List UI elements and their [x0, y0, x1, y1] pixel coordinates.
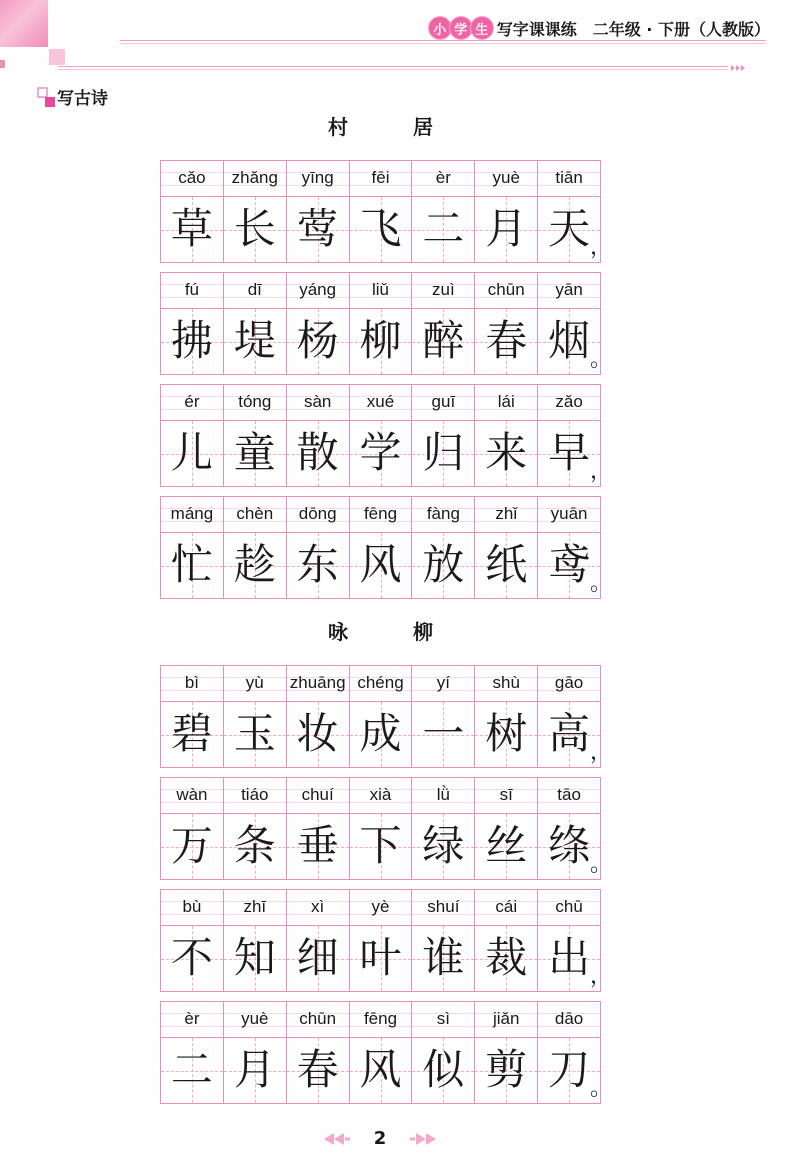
pinyin-cell: lǜ — [412, 778, 475, 813]
poem-line-grid — [160, 777, 613, 880]
tianzige-cell — [161, 926, 224, 991]
hanzi-character: 绿 — [422, 821, 465, 870]
pink-squares-icon — [37, 87, 57, 109]
poem-lines — [160, 665, 613, 1104]
tianzige-cell — [224, 814, 287, 879]
tianzige-cell — [412, 814, 475, 879]
pinyin-cell: liǔ — [350, 273, 413, 308]
tianzige-cell — [287, 309, 350, 374]
poem-line-grid — [160, 160, 613, 263]
hanzi-character: 来 — [485, 428, 528, 477]
pinyin-cell: yān — [555, 280, 583, 299]
brand-char: 生 — [471, 17, 493, 39]
double-left-arrow-icon — [324, 1132, 350, 1146]
tianzige-cell — [287, 1038, 350, 1103]
hanzi-character: 月 — [233, 1045, 276, 1094]
tianzige-cell — [161, 702, 224, 767]
punctuation-mark: ， — [590, 964, 613, 989]
hanzi-character: 不 — [170, 933, 213, 982]
pinyin-cell: xì — [287, 890, 350, 925]
header-divider — [120, 40, 766, 44]
pinyin-cell: cái — [475, 890, 538, 925]
pinyin-cell: yuè — [475, 161, 538, 196]
hanzi-character: 裁 — [485, 933, 528, 982]
hanzi-character: 杨 — [296, 316, 339, 365]
pinyin-row — [160, 1001, 601, 1038]
tianzige-cell — [412, 702, 475, 767]
pinyin-cell: chéng — [350, 666, 413, 701]
tianzige-cell — [287, 421, 350, 486]
hanzi-character: 草 — [170, 204, 213, 253]
pinyin-cell: jiǎn — [475, 1002, 538, 1037]
tianzige-cell — [350, 421, 413, 486]
pinyin-cell: yuān — [550, 504, 588, 523]
poem-line-grid — [160, 665, 613, 768]
hanzi-character: 长 — [233, 204, 276, 253]
tianzige-cell — [475, 814, 538, 879]
pinyin-row — [160, 665, 601, 702]
pinyin-cell: yù — [224, 666, 287, 701]
character-row — [160, 309, 601, 375]
character-row — [160, 1038, 601, 1104]
header-title-bar — [430, 16, 770, 40]
pinyin-cell: dōng — [287, 497, 350, 532]
hanzi-character: 月 — [485, 204, 528, 253]
tianzige-cell — [287, 814, 350, 879]
brand-logo — [430, 17, 493, 39]
pinyin-cell: tāo — [557, 785, 581, 804]
small-square-decoration — [49, 49, 65, 65]
hanzi-character: 成 — [359, 709, 402, 758]
pinyin-cell: fú — [161, 273, 224, 308]
pinyin-cell: chuí — [287, 778, 350, 813]
tianzige-cell — [350, 926, 413, 991]
pinyin-row — [160, 160, 601, 197]
tianzige-cell — [161, 533, 224, 598]
hanzi-character: 出 — [548, 933, 591, 982]
pinyin-cell: cǎo — [161, 161, 224, 196]
pinyin-cell: yí — [412, 666, 475, 701]
pink-square-decoration — [0, 0, 48, 47]
pinyin-cell: gāo — [554, 673, 584, 692]
tianzige-cell — [224, 926, 287, 991]
character-row — [160, 197, 601, 263]
hanzi-character: 忙 — [170, 540, 213, 589]
pinyin-cell: wàn — [161, 778, 224, 813]
character-row — [160, 702, 601, 768]
poem-line-grid — [160, 889, 613, 992]
hanzi-character: 丝 — [485, 821, 528, 870]
tianzige-cell — [475, 702, 538, 767]
hanzi-character: 天 — [548, 204, 591, 253]
tianzige-cell — [161, 421, 224, 486]
pinyin-cell: bì — [161, 666, 224, 701]
pinyin-cell: zhǎng — [224, 161, 287, 196]
pinyin-cell: máng — [161, 497, 224, 532]
hanzi-character: 春 — [296, 1045, 339, 1094]
tianzige-cell — [350, 814, 413, 879]
pinyin-cell: chūn — [287, 1002, 350, 1037]
pinyin-cell: ér — [161, 385, 224, 420]
hanzi-character: 东 — [296, 540, 339, 589]
pinyin-row — [160, 384, 601, 421]
character-row — [160, 533, 601, 599]
pinyin-cell: lái — [475, 385, 538, 420]
tianzige-cell — [287, 926, 350, 991]
hanzi-character: 玉 — [233, 709, 276, 758]
tianzige-cell — [287, 533, 350, 598]
pinyin-cell: dāo — [554, 1009, 584, 1028]
pinyin-cell: chèn — [224, 497, 287, 532]
hanzi-character: 童 — [233, 428, 276, 477]
poem — [160, 108, 613, 608]
hanzi-character: 散 — [296, 428, 339, 477]
hanzi-character: 春 — [485, 316, 528, 365]
hanzi-character: 风 — [359, 540, 402, 589]
pinyin-cell: dī — [224, 273, 287, 308]
hanzi-character: 早 — [548, 428, 591, 477]
character-row — [160, 814, 601, 880]
pinyin-cell: chūn — [475, 273, 538, 308]
pinyin-cell: tóng — [224, 385, 287, 420]
pinyin-cell: yuè — [224, 1002, 287, 1037]
hanzi-character: 谁 — [422, 933, 465, 982]
pinyin-row — [160, 272, 601, 309]
pinyin-cell: fēng — [350, 497, 413, 532]
pinyin-cell: sī — [475, 778, 538, 813]
tianzige-cell — [412, 1038, 475, 1103]
pinyin-row — [160, 889, 601, 926]
tianzige-cell — [412, 533, 475, 598]
character-row — [160, 926, 601, 992]
punctuation-mark: 。 — [590, 571, 613, 596]
hanzi-character: 绦 — [548, 821, 591, 870]
tianzige-cell — [412, 926, 475, 991]
pinyin-cell: xué — [350, 385, 413, 420]
hanzi-character: 烟 — [548, 316, 591, 365]
tianzige-cell — [161, 1038, 224, 1103]
tianzige-cell — [350, 309, 413, 374]
punctuation-mark: 。 — [590, 1076, 613, 1101]
hanzi-character: 归 — [422, 428, 465, 477]
poem-lines — [160, 160, 613, 599]
character-row — [160, 421, 601, 487]
tianzige-cell — [412, 309, 475, 374]
hanzi-character: 二 — [422, 204, 465, 253]
punctuation-mark: ， — [590, 740, 613, 765]
hanzi-character: 似 — [422, 1045, 465, 1094]
pinyin-cell: fēng — [350, 1002, 413, 1037]
pinyin-cell: shù — [475, 666, 538, 701]
hanzi-character: 条 — [233, 821, 276, 870]
tianzige-cell — [412, 421, 475, 486]
hanzi-character: 堤 — [233, 316, 276, 365]
pinyin-cell: sàn — [287, 385, 350, 420]
poem-line-grid — [160, 1001, 613, 1104]
tianzige-cell — [161, 814, 224, 879]
edge-mark-decoration — [0, 60, 5, 68]
hanzi-character: 细 — [296, 933, 339, 982]
grade-info: 二年级 · 下册（人教版） — [592, 19, 770, 39]
hanzi-character: 妆 — [296, 709, 339, 758]
hanzi-character: 垂 — [296, 821, 339, 870]
pinyin-row — [160, 496, 601, 533]
hanzi-character: 柳 — [359, 316, 402, 365]
pinyin-cell: zuì — [412, 273, 475, 308]
hanzi-character: 剪 — [485, 1045, 528, 1094]
tianzige-cell — [475, 197, 538, 262]
pinyin-cell: èr — [412, 161, 475, 196]
hanzi-character: 一 — [422, 709, 465, 758]
pinyin-cell: zhuāng — [287, 666, 350, 701]
hanzi-character: 二 — [170, 1045, 213, 1094]
pinyin-cell: fēi — [350, 161, 413, 196]
pinyin-cell: shuí — [412, 890, 475, 925]
tianzige-cell — [350, 533, 413, 598]
pinyin-cell: tiān — [555, 168, 583, 187]
hanzi-character: 风 — [359, 1045, 402, 1094]
pinyin-cell: sì — [412, 1002, 475, 1037]
tianzige-cell — [475, 1038, 538, 1103]
hanzi-character: 万 — [170, 821, 213, 870]
pinyin-cell: yīng — [287, 161, 350, 196]
hanzi-character: 学 — [359, 428, 402, 477]
pinyin-cell: yè — [350, 890, 413, 925]
double-right-arrow-icon — [410, 1132, 436, 1146]
hanzi-character: 下 — [359, 821, 402, 870]
poem-title: 咏柳 — [328, 620, 498, 644]
tianzige-cell — [350, 1038, 413, 1103]
punctuation-mark: 。 — [590, 347, 613, 372]
pinyin-cell: xià — [350, 778, 413, 813]
pinyin-cell: tiáo — [224, 778, 287, 813]
hanzi-character: 莺 — [296, 204, 339, 253]
tianzige-cell — [224, 421, 287, 486]
series-title: 写字课课练 — [496, 19, 577, 39]
tianzige-cell — [224, 702, 287, 767]
punctuation-mark: ， — [590, 459, 613, 484]
tianzige-cell — [224, 309, 287, 374]
tianzige-cell — [475, 926, 538, 991]
tianzige-cell — [161, 309, 224, 374]
pinyin-cell: zǎo — [555, 392, 583, 411]
tianzige-cell — [224, 197, 287, 262]
page-number: 2 — [373, 1128, 387, 1149]
page-footer — [300, 1128, 460, 1149]
hanzi-character: 刀 — [548, 1045, 591, 1094]
poem — [160, 613, 613, 1113]
tianzige-cell — [287, 702, 350, 767]
pinyin-cell: zhī — [224, 890, 287, 925]
poem-line-grid — [160, 384, 613, 487]
pinyin-cell: èr — [161, 1002, 224, 1037]
punctuation-mark: 。 — [590, 852, 613, 877]
tianzige-cell — [287, 197, 350, 262]
tianzige-cell — [412, 197, 475, 262]
poem-title: 村居 — [328, 115, 498, 139]
hanzi-character: 醉 — [422, 316, 465, 365]
tianzige-cell — [475, 533, 538, 598]
hanzi-character: 趁 — [233, 540, 276, 589]
hanzi-character: 树 — [485, 709, 528, 758]
hanzi-character: 鸢 — [548, 540, 591, 589]
tianzige-cell — [224, 533, 287, 598]
tianzige-cell — [475, 421, 538, 486]
hanzi-character: 儿 — [170, 428, 213, 477]
pinyin-cell: bù — [161, 890, 224, 925]
pinyin-cell: yáng — [287, 273, 350, 308]
hanzi-character: 飞 — [359, 204, 402, 253]
pinyin-row — [160, 777, 601, 814]
hanzi-character: 叶 — [359, 933, 402, 982]
pinyin-cell: chū — [555, 897, 583, 916]
poem-line-grid — [160, 272, 613, 375]
hanzi-character: 纸 — [485, 540, 528, 589]
tianzige-cell — [161, 197, 224, 262]
pinyin-cell: zhǐ — [475, 497, 538, 532]
brand-char: 学 — [450, 17, 472, 39]
triple-right-arrow-icon — [731, 65, 745, 71]
tianzige-cell — [475, 309, 538, 374]
hanzi-character: 高 — [548, 709, 591, 758]
pinyin-cell: fàng — [412, 497, 475, 532]
hanzi-character: 放 — [422, 540, 465, 589]
hanzi-character: 拂 — [170, 316, 213, 365]
brand-char: 小 — [429, 17, 451, 39]
section-label: 写古诗 — [57, 89, 108, 109]
tianzige-cell — [224, 1038, 287, 1103]
tianzige-cell — [350, 702, 413, 767]
hanzi-character: 知 — [233, 933, 276, 982]
poem-line-grid — [160, 496, 613, 599]
header-divider — [58, 66, 728, 70]
tianzige-cell — [350, 197, 413, 262]
hanzi-character: 碧 — [170, 709, 213, 758]
punctuation-mark: ， — [590, 235, 613, 260]
pinyin-cell: guī — [412, 385, 475, 420]
